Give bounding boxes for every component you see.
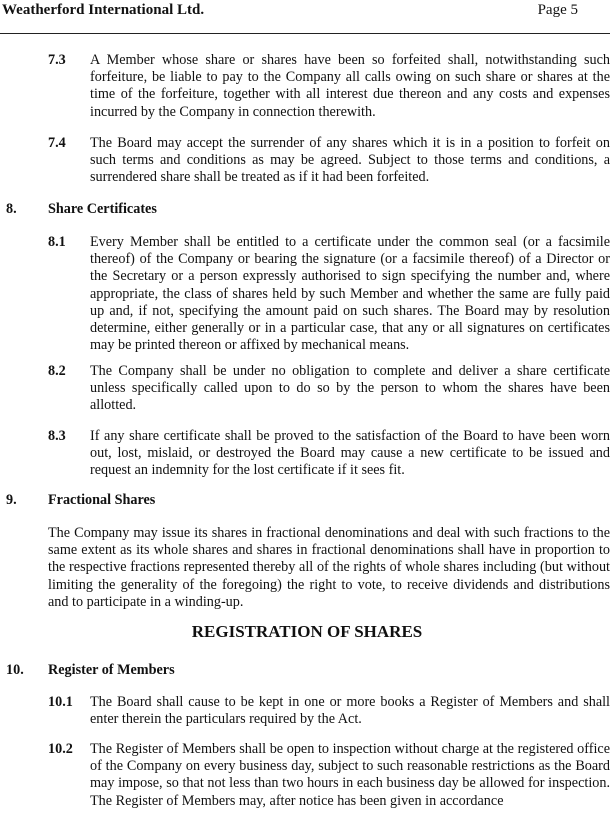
clause-text-8-2: The Company shall be under no obligation to complete and deliver a share certificate unless specifically called upon to do so by the person to whom the shares have been allotted. <box>90 363 610 414</box>
clause-text-8-1: Every Member shall be entitled to a certificate under the common seal (or a facsimile thereof) of the Company or bearing the signature (or a facsimile thereof) of a Director or the Secretary or a person expressly authorised to sign specifying the number and, where appropriate, the class of shares held by such Member and whether the same are fully paid up and, if not, specifying the amount paid on such shares. The Board may by resolution determine, either generally or in a particular case, that any or all signatures on certificates may be printed thereon or affixed by mechanical means. <box>90 234 610 354</box>
clause-text-8-3: If any share certificate shall be proved to the satisfaction of the Board to have been worn out, lost, mislaid, or destroyed the Board may cause a new certificate to be issued and request an indemnity for the lost certificate if it sees fit. <box>90 428 610 479</box>
section-title-8: Share Certificates <box>48 201 157 217</box>
page-number: Page 5 <box>537 2 578 18</box>
clause-number-10-2: 10.2 <box>48 741 73 757</box>
clause-number-8-1: 8.1 <box>48 234 66 250</box>
section-title-9: Fractional Shares <box>48 492 156 508</box>
clause-text-10-1: The Board shall cause to be kept in one or more books a Register of Members and shall enter therein the particulars required by the Act. <box>90 694 610 728</box>
section-number-8: 8. <box>6 201 17 217</box>
clause-text-7-4: The Board may accept the surrender of any shares which it is in a position to forfeit on such terms and conditions as may be agreed. Subject to those terms and conditions, a surrendered share shall be treated as if it had been forfeited. <box>90 135 610 186</box>
section-title-10: Register of Members <box>48 662 175 678</box>
clause-number-8-2: 8.2 <box>48 363 66 379</box>
clause-number-7-4: 7.4 <box>48 135 66 151</box>
part-heading: REGISTRATION OF SHARES <box>191 622 423 641</box>
header-divider <box>0 33 610 34</box>
clause-text-7-3: A Member whose share or shares have been so forfeited shall, notwithstanding such forfeiture, be liable to pay to the Company all calls owing on such share or shares at the time of the forfeiture, together with all interest due thereon and any costs and expenses incurred by the Company in connection therewith. <box>90 52 610 120</box>
section-number-10: 10. <box>6 662 24 678</box>
section-number-9: 9. <box>6 492 17 508</box>
clause-number-8-3: 8.3 <box>48 428 66 444</box>
page-header <box>0 0 614 34</box>
company-name: Weatherford International Ltd. <box>2 2 205 18</box>
clause-text-10-2: The Register of Members shall be open to inspection without charge at the registered office of the Company on every business day, subject to such reasonable restrictions as the Board may impose, so that not less than two hours in each business day be allowed for inspection. The Register of Members may, after notice has been given in accordance <box>90 741 610 809</box>
clause-number-10-1: 10.1 <box>48 694 73 710</box>
clause-number-7-3: 7.3 <box>48 52 66 68</box>
section-text-9: The Company may issue its shares in fractional denominations and deal with such fractions to the same extent as its whole shares and shares in fractional denominations shall have in proportion to the respective fractions represented thereby all of the rights of whole shares including (but without limiting the generality of the foregoing) the right to vote, to receive dividends and distributions and to participate in a winding-up. <box>48 525 610 610</box>
